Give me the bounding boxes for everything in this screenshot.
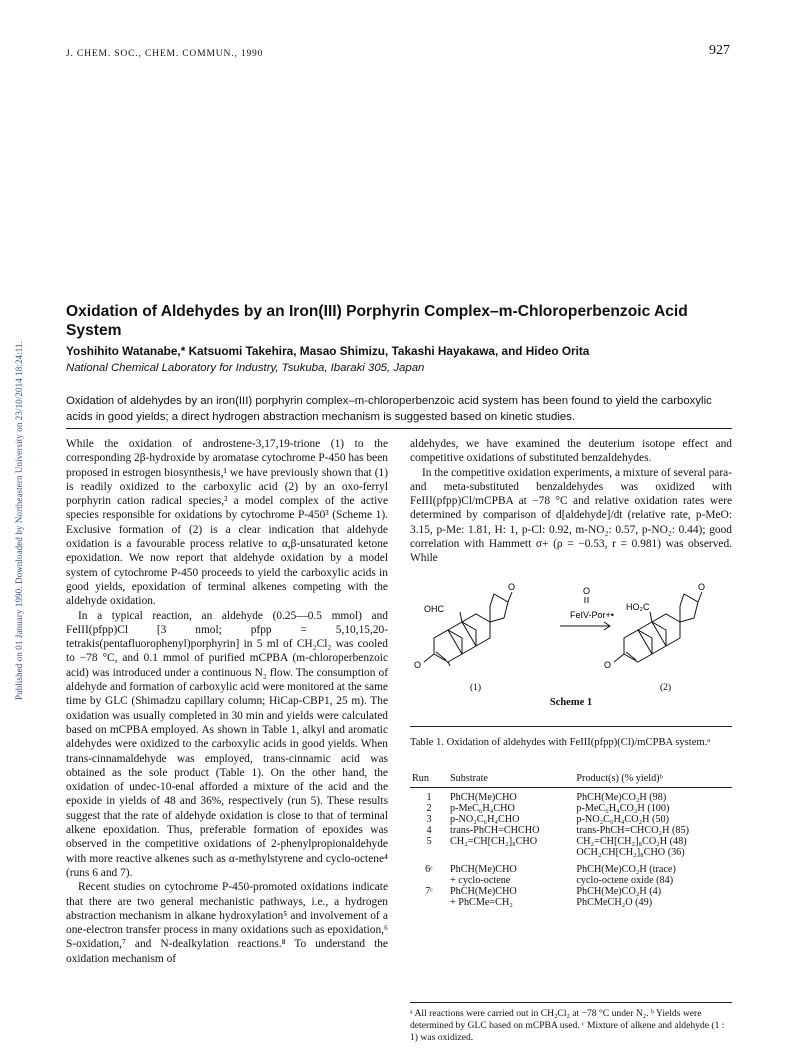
table-row [410, 875, 732, 886]
table-cell-run: 4 [426, 825, 432, 836]
table-cell-product: p-NO₂C₆H₄CO₂H (50) [576, 814, 669, 825]
scheme-carboxyl-label: HO₂C [626, 602, 650, 612]
table-cell-substrate: + cyclo-octene [450, 875, 511, 886]
table-row [410, 858, 732, 875]
article-authors: Yoshihito Watanabe,* Katsuomi Takehira, Masao Shimizu, Takashi Hayakawa, and Hideo Orita [66, 344, 590, 358]
table-cell-run [410, 875, 448, 886]
table-cell-substrate: p-MeC₆H₄CHO [450, 803, 515, 814]
table-row [410, 814, 732, 825]
article-title: Oxidation of Aldehydes by an Iron(III) Porphyrin Complex–m-Chloroperbenzoic Acid System [66, 303, 688, 339]
table-cell-run: 5 [426, 836, 432, 847]
body-paragraph: While the oxidation of androstene-3,17,19-trione (1) to the corresponding 2β-hydroxide by aromatase cytochrome P-450 has been proposed in estrogen biosynthesis,¹ we have previously shown that (1) is readily oxidized to the carboxylic acid (2) by an oxo-ferryl porphyrin cation radical species,² a model complex of the active species responsible for oxidations by cytochrome P-450³ (Scheme 1). Exclusive formation of (2) is a clear indication that aldehyde oxidation is a favourable process relative to α,β-unsaturated ketone epoxidation. We now report that aldehyde oxidation by a model system of cytochrome P-450 proceeds to yield the carboxylic acids in good yields, epoxidation of terminal alkenes competing with the aldehyde oxidation. [66, 438, 388, 608]
running-head: J. CHEM. SOC., CHEM. COMMUN., 1990 [66, 48, 264, 59]
scheme-ketone-o-right: O [698, 582, 706, 592]
download-watermark-text: Published on 01 January 1990. Downloaded by Northeastern University on 23/10/2014 18:24:11. [14, 341, 24, 700]
scheme-ohc-label: OHC [424, 604, 444, 614]
body-column-right [410, 437, 732, 566]
scheme-reagent-oxo: O [583, 586, 591, 596]
compound-2-label: (2) [660, 683, 672, 693]
table-cell-product: PhCMeCH₂O (49) [576, 897, 653, 908]
table-cell-substrate: PhCH(Me)CHO [450, 864, 517, 875]
table-bottom-rule [410, 1002, 732, 1003]
body-paragraph: In the competitive oxidation experiments, a mixture of several para- and meta-substituted benzaldehydes was oxidized with FeIII(pfpp)Cl/mCPBA at −78 °C and relative oxidation rates were determined by comparison of d[aldehyde]/dt (relative rate, p-MeO: 3.15, p-Me: 1.81, H: 1, p-Cl: 0.92, m-NO₂: 0.57, p-NO₂: 0.44); good correlation with Hammett σ+ (ρ = −0.53, r = 0.981) was observed. While [410, 466, 732, 565]
table-header-product: Product(s) (% yield)ᵇ [574, 773, 732, 788]
table-cell-substrate: + PhCMe=CH₂ [450, 897, 513, 908]
table-cell-product: PhCH(Me)CO₂H (4) [576, 886, 662, 897]
table-cell-product: p-MeC₆H₄CO₂H (100) [576, 803, 670, 814]
table-cell-run: 7ᶜ [425, 886, 433, 897]
table-row [410, 886, 732, 897]
table-cell-substrate [448, 847, 574, 858]
table-row [410, 897, 732, 908]
table-cell-run: 3 [426, 814, 432, 825]
table-header-run: Run [410, 773, 448, 788]
table-cell-run: 2 [426, 803, 432, 814]
scheme-enone-o-right: O [604, 660, 612, 670]
table-cell-substrate: PhCH(Me)CHO [450, 792, 517, 803]
download-watermark [2, 140, 24, 700]
article-abstract: Oxidation of aldehydes by an iron(III) porphyrin complex–m-chloroperbenzoic acid system has been found to yield the carboxylic acids in good yields; a direct hydrogen abstraction mechanism is suggested based on kinetic studies. [66, 395, 712, 423]
table-cell-product: PhCH(Me)CO₂H (98) [576, 792, 667, 803]
table-cell-run: 6ᶜ [425, 864, 433, 875]
compound-1-label: (1) [470, 683, 482, 693]
scheme-label: Scheme 1 [549, 697, 593, 708]
scheme-enone-o-left: O [414, 660, 422, 670]
table-cell-run [410, 847, 448, 858]
table-cell-product: cyclo-octene oxide (84) [576, 875, 674, 886]
table-top-rule [410, 726, 732, 727]
body-column-left [66, 437, 388, 966]
scheme-1-diagram [410, 582, 732, 712]
table-row [410, 803, 732, 814]
table-header-substrate: Substrate [448, 773, 574, 788]
table-row [410, 847, 732, 858]
table-cell-product: CH₂=CH[CH₂]₈CO₂H (48) [576, 836, 687, 847]
table-row [410, 825, 732, 836]
table-cell-substrate: trans-PhCH=CHCHO [450, 825, 540, 836]
table-header-row [410, 773, 732, 788]
table-cell-product: OCH₂CH[CH₂]₈CHO (36) [576, 847, 685, 858]
body-paragraph: In a typical reaction, an aldehyde (0.25—0.5 mmol) and FeIII(pfpp)Cl [3 nmol; pfpp = 5,10,15,20-tetrakis(pentafluorophenyl)porphyrin] in 5 ml of CH₂Cl₂ was cooled to −78 °C, and 0.1 mmol of purified mCPBA (m-chloroperbenzoic acid) was introduced under a continuous N₂ flow. The consumption of aldehyde and formation of carboxylic acid were monitored at the same time by GLC (Shimadzu capillary column; HiCap-CBP1, 25 m). The oxidation was usually completed in 30 min and yields were calculated based on mCPBA employed. As shown in Table 1, alkyl and aromatic aldehydes were oxidized to the carboxylic acids in good yields. When trans-cinnamaldehyde was employed, trans-cinnamic acid was obtained as the sole product (Table 1). On the other hand, the oxidation of undec-10-enal afforded a mixture of the acid and the epoxide in yields of 48 and 36%, respectively (run 5). These results suggest that the rate of aldehyde oxidation is close to that of terminal alkene epoxidation. Thus, preferable formation of epoxides was observed in the competitive oxidations of 2-phenylpropionaldehyde with more reactive alkenes such as α-methylstyrene and cyclo-octene⁴ (runs 6 and 7). [66, 609, 388, 879]
table-cell-substrate: PhCH(Me)CHO [450, 886, 517, 897]
body-paragraph: Recent studies on cytochrome P-450-promoted oxidations indicate that there are two general mechanistic pathways, i.e., a hydrogen abstraction mechanism in alkane hydroxylation⁵ and involvement of a one-electron transfer process in many oxidations such as epoxidation,⁶ S-oxidation,⁷ and N-dealkylation reactions.⁸ To understand the oxidation mechanism of [66, 881, 388, 965]
table-cell-substrate: CH₂=CH[CH₂]₈CHO [450, 836, 538, 847]
table-cell-run: 1 [426, 792, 432, 803]
table-cell-product: trans-PhCH=CHCO₂H (85) [576, 825, 689, 836]
table-cell-product: PhCH(Me)CO₂H (trace) [576, 864, 676, 875]
table-row [410, 836, 732, 847]
page-number: 927 [709, 43, 730, 58]
abstract-divider [66, 428, 732, 429]
table-1 [410, 773, 732, 908]
table-caption: Table 1. Oxidation of aldehydes with FeIII(pfpp)(Cl)/mCPBA system.ᵃ [410, 737, 711, 748]
table-footnotes: ᵃ All reactions were carried out in CH₂Cl₂ at −78 °C under N₂. ᵇ Yields were determined by GLC based on mCPBA used. ᶜ Mixture of alkene and aldehyde (1 : 1) was oxidized. [410, 1008, 725, 1043]
table-row [410, 788, 732, 804]
scheme-ketone-o-left: O [508, 582, 516, 592]
body-paragraph: aldehydes, we have examined the deuterium isotope effect and competitive oxidations of substituted benzaldehydes. [410, 438, 732, 465]
table-cell-substrate: p-NO₂C₆H₄CHO [450, 814, 520, 825]
scheme-reagent: FeIV-Por+• [570, 610, 614, 620]
article-affiliation: National Chemical Laboratory for Industry, Tsukuba, Ibaraki 305, Japan [66, 362, 425, 374]
table-cell-run [410, 897, 448, 908]
